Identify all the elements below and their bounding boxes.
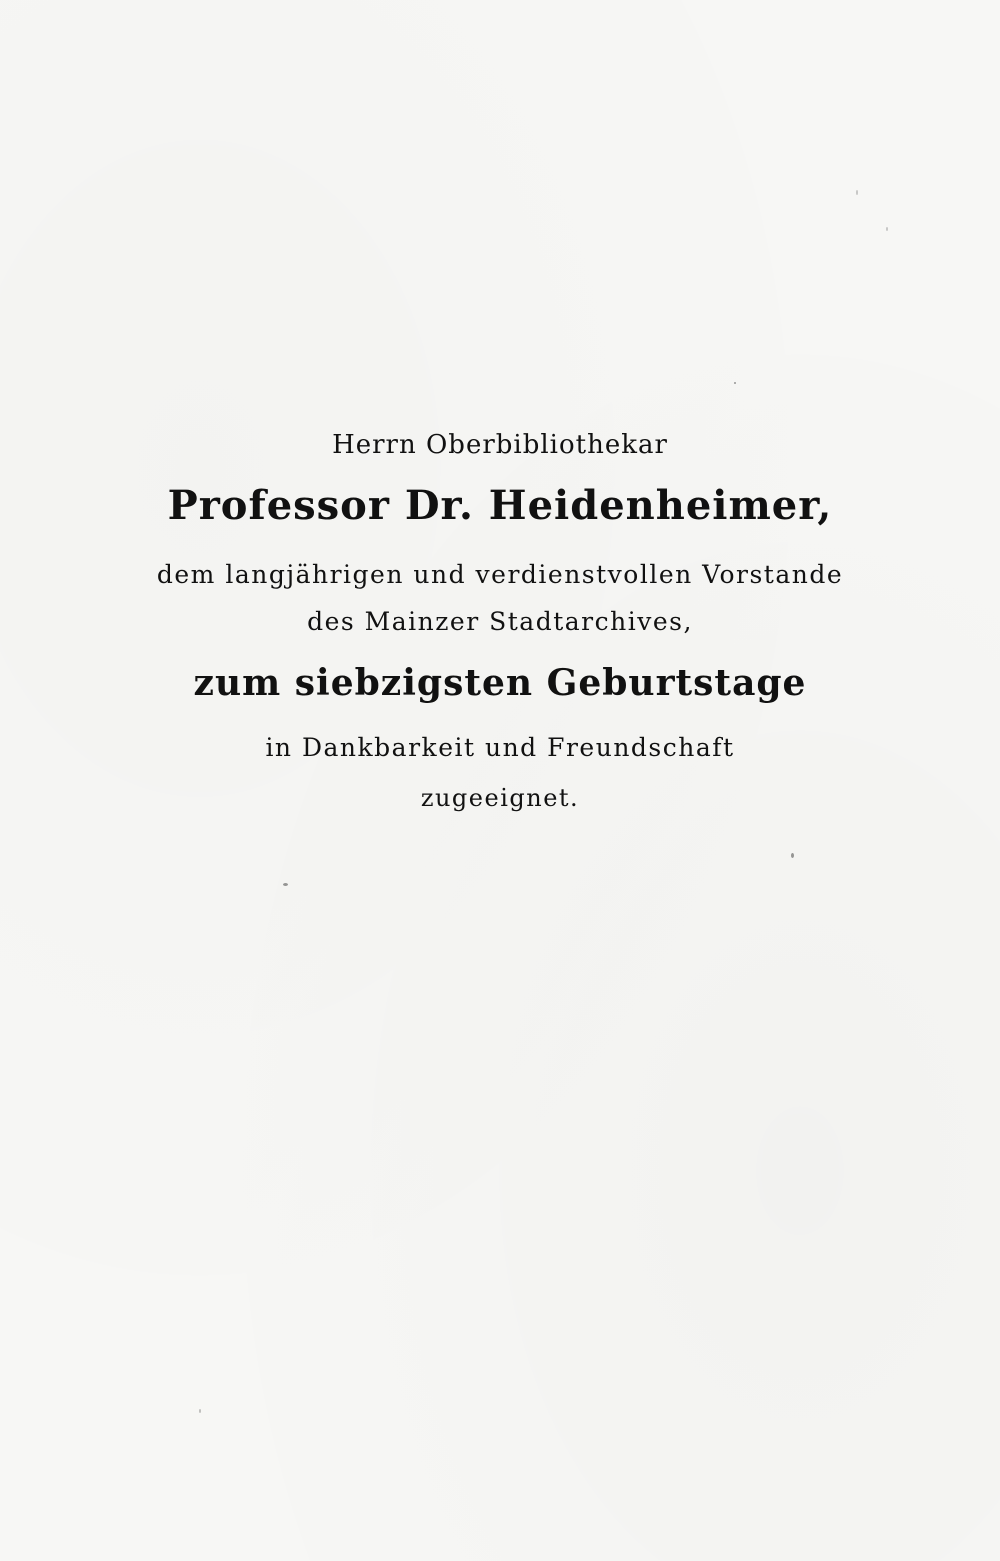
dedication-closing: zugeeignet. xyxy=(420,784,580,812)
dedication-line-role: dem langjährigen und verdienstvollen Vorstande xyxy=(156,560,844,589)
addressee-title: Herrn Oberbibliothekar xyxy=(332,430,668,460)
paper-speck xyxy=(283,883,288,886)
addressee-name: Professor Dr. Heidenheimer, xyxy=(167,482,833,529)
paper-speck xyxy=(886,227,888,231)
paper-speck xyxy=(734,382,736,384)
paper-speck xyxy=(791,853,794,858)
dedication-occasion: zum siebzigsten Geburtstage xyxy=(193,662,807,704)
paper-speck xyxy=(856,190,858,195)
dedication-line-institution: des Mainzer Stadtarchives, xyxy=(307,607,693,636)
paper-speck xyxy=(199,1409,201,1413)
dedication-sentiment: in Dankbarkeit und Freundschaft xyxy=(265,733,735,762)
